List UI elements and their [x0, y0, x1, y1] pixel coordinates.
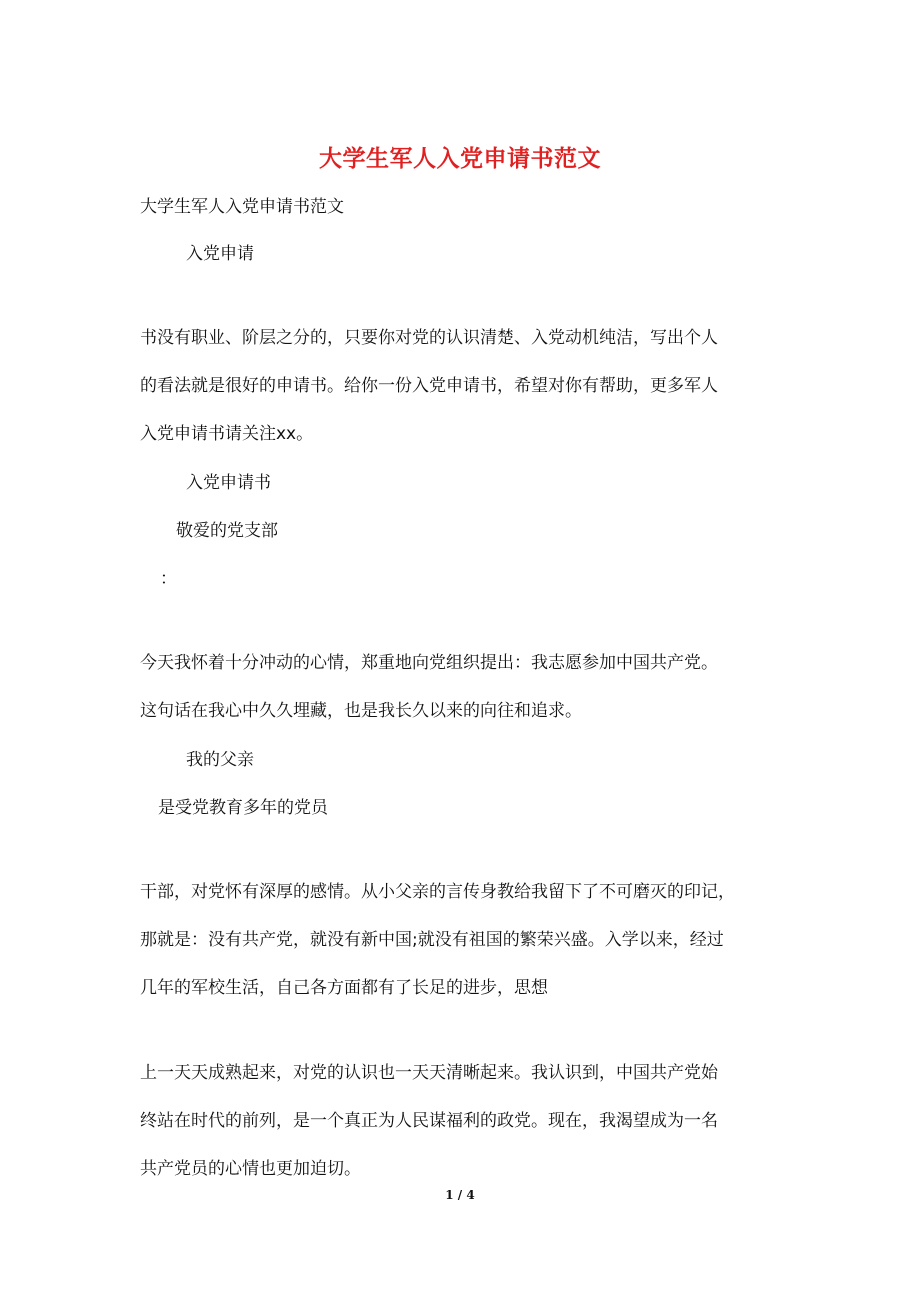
document-title: 大学生军人入党申请书范文 [319, 145, 601, 172]
salutation-line: 敬爱的党支部 [176, 521, 278, 541]
text-line: 入党申请书请关注xx。 [140, 424, 314, 444]
colon-line: ： [160, 569, 177, 589]
text-line: 今天我怀着十分冲动的心情，郑重地向党组织提出：我志愿参加中国共产党。 [140, 653, 718, 673]
text-line: 是受党教育多年的党员 [158, 798, 328, 818]
text-line: 书没有职业、阶层之分的，只要你对党的认识清楚、入党动机纯洁，写出个人 [140, 328, 718, 348]
text-line: 我的父亲 [186, 750, 254, 770]
text-line: 那就是：没有共产党，就没有新中国;就没有祖国的繁荣兴盛。入学以来，经过 [140, 930, 724, 950]
text-line: 上一天天成熟起来，对党的认识也一天天清晰起来。我认识到，中国共产党始 [140, 1063, 718, 1083]
page-number: 1 / 4 [445, 1188, 475, 1202]
text-line: 共产党员的心情也更加迫切。 [140, 1159, 361, 1179]
text-line: 的看法就是很好的申请书。给你一份入党申请书，希望对你有帮助，更多军人 [140, 376, 718, 396]
text-line: 终站在时代的前列，是一个真正为人民谋福利的政党。现在，我渴望成为一名 [140, 1111, 718, 1131]
text-line: 入党申请 [186, 244, 254, 264]
text-line: 这句话在我心中久久埋藏，也是我长久以来的向往和追求。 [140, 701, 582, 721]
text-line: 干部，对党怀有深厚的感情。从小父亲的言传身教给我留下了不可磨灭的印记， [140, 882, 735, 902]
text-line: 入党申请书 [186, 473, 271, 493]
text-line: 几年的军校生活，自己各方面都有了长足的进步，思想 [140, 978, 548, 998]
subtitle-line: 大学生军人入党申请书范文 [140, 197, 344, 217]
